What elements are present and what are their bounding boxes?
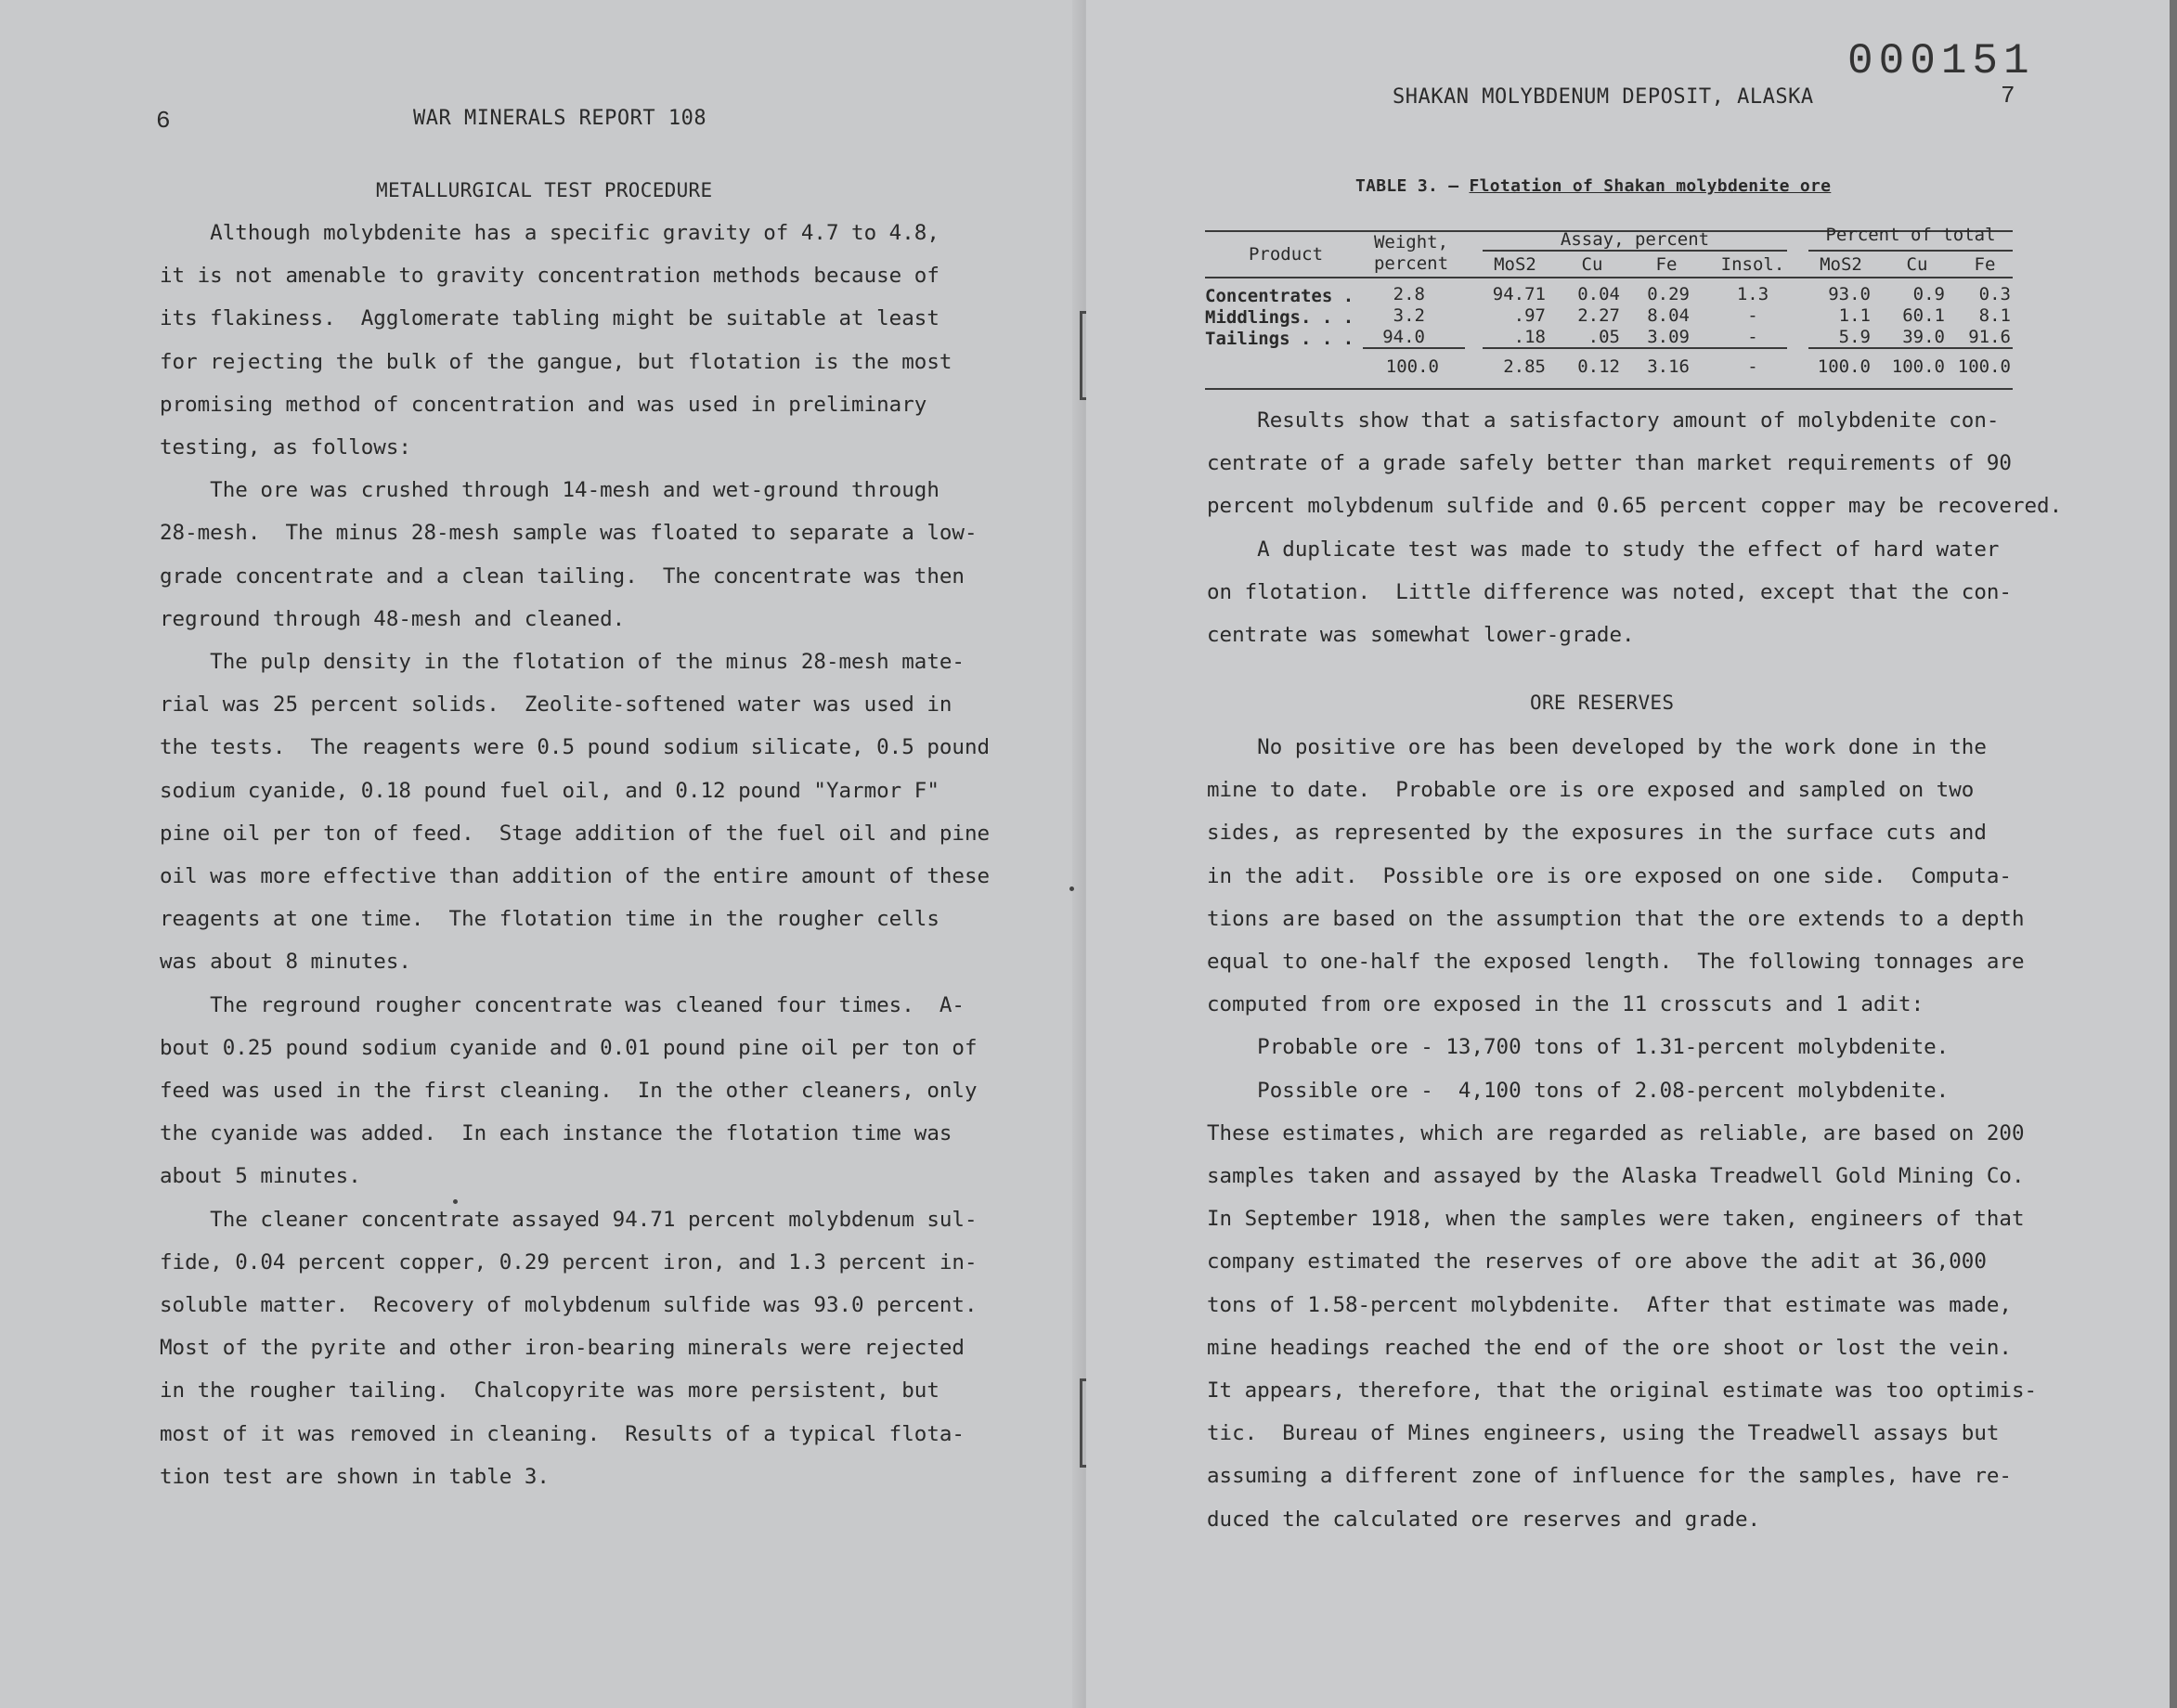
sub-mos2: MoS2: [1494, 254, 1536, 275]
table-title: [1355, 176, 1831, 196]
row-cu: .05: [1587, 327, 1620, 347]
sub-total-mos2: MoS2: [1820, 254, 1862, 275]
right-running-head: SHAKAN MOLYBDENUM DEPOSIT, ALASKA: [1393, 85, 1814, 109]
left-page-number: 6: [156, 107, 171, 135]
total-cu: 0.12: [1577, 356, 1620, 377]
sub-total-cu: Cu: [1906, 254, 1928, 275]
table-label: TABLE 3. —: [1355, 176, 1470, 196]
row-mos2: 94.71: [1492, 284, 1546, 304]
sub-insol: Insol.: [1720, 254, 1785, 275]
row-insol: -: [1747, 327, 1758, 347]
row-product: Concentrates .: [1205, 286, 1354, 306]
row-total-mos2: 93.0: [1828, 284, 1871, 304]
total-fe: 3.16: [1647, 356, 1690, 377]
gutter-speck: [1069, 886, 1074, 891]
row-total-cu: 39.0: [1902, 327, 1945, 347]
total-mos2: 2.85: [1503, 356, 1546, 377]
ore-reserves-text: No positive ore has been developed by the work done in the mine to date. Probable ore is ore exposed and sampled on two sides, as represented by the exposures in the surface cuts and in the adit. Possible ore is ore exposed on one side. Computa- tions are based on the assumption that the ore extends to a depth equal to one-half the exposed length. The following tonnages are computed from ore exposed in the 11 crosscuts and 1 adit: Probable ore - 13,700 tons of 1.31-percent molybdenite. Possible ore - 4,100 tons of 2.08-percent molybdenite. These estimates, which are regarded as reliable, are based on 200 samples taken and assayed by the Alaska Treadwell Gold Mining Co. In September 1918, when the samples were taken, engineers of that company estimated the reserves of ore above the adit at 36,000 tons of 1.58-percent molybdenite. After that estimate was made, mine headings reached the end of the ore shoot or lost the vein. It appears, therefore, that the original estimate was too optimis- tic. Bureau of Mines engineers, using the Treadwell assays but assuming a different zone of influence for the samples, have re- duced the calculated ore reserves and grade.: [1207, 735, 2038, 1532]
total-group-rule: [1808, 250, 2013, 252]
stamp-number: 000151: [1847, 37, 2035, 85]
total-insol: -: [1747, 356, 1758, 377]
header-percent-total: Percent of total: [1825, 225, 1996, 245]
sub-total-fe: Fe: [1974, 254, 1996, 275]
weight-sum-rule: [1363, 347, 1465, 349]
row-product: Tailings . . .: [1205, 329, 1354, 349]
row-fe: 3.09: [1647, 327, 1690, 347]
row-cu: 2.27: [1577, 305, 1620, 326]
metallurgical-heading: METALLURGICAL TEST PROCEDURE: [376, 179, 713, 201]
metallurgical-text: Although molybdenite has a specific gravity of 4.7 to 4.8, it is not amenable to gravity concentration methods because of its flakiness. Agglomerate tabling might be suitable at least for rejecting the bulk of the gangue, but flotation is the most promising method of concentration and was used in preliminary testing, as follows: The ore was crushed through 14-mesh and wet-ground through 28-mesh. The minus 28-mesh sample was floated to separate a low- grade concentrate and a clean tailing. The concentrate was then reground through 48-mesh and cleaned. The pulp density in the flotation of the minus 28-mesh mate- rial was 25 percent solids. Zeolite-softened water was used in the tests. The reagents were 0.5 pound sodium silicate, 0.5 pound sodium cyanide, 0.18 pound fuel oil, and 0.12 pound "Yarmor F" pine oil per ton of feed. Stage addition of the fuel oil and pine oil was more effective than addition of the entire amount of these reagents at one time. The flotation time in the rougher cells was about 8 minutes. The reground rougher concentrate was cleaned four times. A- bout 0.25 pound sodium cyanide and 0.01 pound pine oil per ton of feed was used in the first cleaning. In the other cleaners, only the cyanide was added. In each instance the flotation time was about 5 minutes. The cleaner concentrate assayed 94.71 percent molybdenum sul- fide, 0.04 percent copper, 0.29 percent iron, and 1.3 percent in- soluble matter. Recovery of molybdenum sulfide was 93.0 percent. Most of the pyrite and other iron-bearing minerals were rejected in the rougher tailing. Chalcopyrite was more persistent, but most of it was removed in cleaning. Results of a typical flota- tion test are shown in table 3.: [160, 221, 991, 1489]
row-mos2: .18: [1513, 327, 1546, 347]
row-total-mos2: 5.9: [1838, 327, 1871, 347]
left-running-head: WAR MINERALS REPORT 108: [413, 107, 707, 130]
row-total-mos2: 1.1: [1838, 305, 1871, 326]
row-mos2: .97: [1513, 305, 1546, 326]
results-text: Results show that a satisfactory amount of molybdenite con- centrate of a grade safely better than market requirements of 90 percent molybdenum sulfide and 0.65 percent copper may be recovered. A duplicate test was made to study the effect of hard water on flotation. Little difference was noted, except that the con- centrate was somewhat lower-grade.: [1207, 408, 2063, 648]
row-insol: -: [1747, 305, 1758, 326]
right-page-number: 7: [2001, 82, 2015, 110]
table-header-rule: [1205, 277, 2013, 278]
row-total-fe: 91.6: [1968, 327, 2011, 347]
total-total-fe: 100.0: [1957, 356, 2011, 377]
sub-fe: Fe: [1655, 254, 1678, 275]
total-sum-rule: [1808, 347, 2013, 349]
row-weight: 3.2: [1393, 305, 1425, 326]
left-page: [0, 0, 1086, 1708]
table-caption: Flotation of Shakan molybdenite ore: [1469, 176, 1832, 196]
total-total-cu: 100.0: [1891, 356, 1945, 377]
header-assay: Assay, percent: [1560, 229, 1710, 250]
right-edge: [2170, 0, 2177, 1708]
row-total-cu: 60.1: [1902, 305, 1945, 326]
row-weight: 2.8: [1393, 284, 1425, 304]
row-fe: 8.04: [1647, 305, 1690, 326]
row-total-fe: 8.1: [1978, 305, 2011, 326]
ore-reserves-heading: ORE RESERVES: [1530, 692, 1675, 714]
row-fe: 0.29: [1647, 284, 1690, 304]
speck-mark: [453, 1199, 458, 1204]
assay-sum-rule: [1483, 347, 1787, 349]
row-total-fe: 0.3: [1978, 284, 2011, 304]
sub-cu: Cu: [1581, 254, 1603, 275]
row-total-cu: 0.9: [1912, 284, 1945, 304]
row-insol: 1.3: [1736, 284, 1769, 304]
table-bottom-rule: [1205, 388, 2013, 390]
assay-group-rule: [1483, 250, 1787, 252]
total-weight: 100.0: [1385, 356, 1439, 377]
row-cu: 0.04: [1577, 284, 1620, 304]
header-weight-2: percent: [1373, 253, 1449, 274]
header-product: Product: [1248, 244, 1324, 265]
row-weight: 94.0: [1382, 327, 1425, 347]
row-product: Middlings. . .: [1205, 307, 1354, 328]
header-weight-1: Weight,: [1373, 232, 1449, 252]
total-total-mos2: 100.0: [1817, 356, 1871, 377]
